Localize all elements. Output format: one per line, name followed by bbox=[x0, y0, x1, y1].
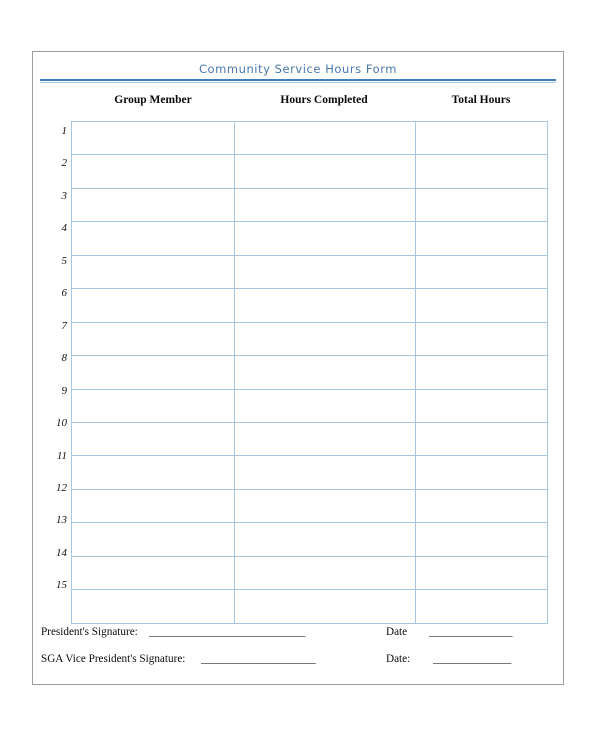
table-cell-group-member[interactable] bbox=[72, 356, 235, 389]
vice-president-signature-field[interactable]: ______________________ bbox=[201, 653, 316, 665]
table-row bbox=[72, 523, 548, 556]
table-cell-hours-completed[interactable] bbox=[235, 289, 416, 322]
table-row bbox=[72, 222, 548, 255]
table-cell-total-hours[interactable] bbox=[416, 188, 548, 221]
row-number: 5 bbox=[61, 254, 67, 267]
vice-president-date-label: Date: bbox=[386, 653, 411, 665]
table-cell-total-hours[interactable] bbox=[416, 155, 548, 188]
table-cell-total-hours[interactable] bbox=[416, 523, 548, 556]
table-cell-group-member[interactable] bbox=[72, 489, 235, 522]
table-row bbox=[72, 456, 548, 489]
table-cell-total-hours[interactable] bbox=[416, 322, 548, 355]
table-row bbox=[72, 322, 548, 355]
table-row bbox=[72, 489, 548, 522]
table-cell-group-member[interactable] bbox=[72, 222, 235, 255]
table-cell-group-member[interactable] bbox=[72, 389, 235, 422]
title-divider bbox=[40, 79, 556, 82]
table-cell-hours-completed[interactable] bbox=[235, 155, 416, 188]
row-number-gutter bbox=[34, 121, 67, 608]
president-signature-label: President's Signature: bbox=[41, 626, 138, 638]
signature-block bbox=[41, 626, 551, 680]
president-signature-row bbox=[41, 626, 551, 653]
table-row bbox=[72, 188, 548, 221]
table-cell-total-hours[interactable] bbox=[416, 489, 548, 522]
hours-table-body bbox=[72, 122, 548, 624]
table-cell-total-hours[interactable] bbox=[416, 456, 548, 489]
table-cell-hours-completed[interactable] bbox=[235, 356, 416, 389]
column-header-group-member: Group Member bbox=[114, 94, 192, 106]
table-cell-hours-completed[interactable] bbox=[235, 255, 416, 288]
table-cell-total-hours[interactable] bbox=[416, 590, 548, 623]
table-cell-hours-completed[interactable] bbox=[235, 489, 416, 522]
table-cell-group-member[interactable] bbox=[72, 188, 235, 221]
table-row bbox=[72, 356, 548, 389]
row-number: 10 bbox=[56, 417, 67, 430]
table-cell-total-hours[interactable] bbox=[416, 422, 548, 455]
table-row bbox=[72, 590, 548, 623]
president-signature-field[interactable]: ______________________________ bbox=[149, 626, 305, 638]
row-number: 7 bbox=[61, 319, 67, 332]
page-title-text: Community Service Hours Form bbox=[198, 62, 398, 76]
table-cell-hours-completed[interactable] bbox=[235, 389, 416, 422]
table-cell-hours-completed[interactable] bbox=[235, 456, 416, 489]
table-cell-total-hours[interactable] bbox=[416, 122, 548, 155]
table-row bbox=[72, 422, 548, 455]
row-number: 8 bbox=[61, 352, 67, 365]
table-cell-hours-completed[interactable] bbox=[235, 556, 416, 589]
table-cell-hours-completed[interactable] bbox=[235, 322, 416, 355]
table-row bbox=[72, 289, 548, 322]
table-cell-group-member[interactable] bbox=[72, 523, 235, 556]
table-row bbox=[72, 255, 548, 288]
table-cell-group-member[interactable] bbox=[72, 289, 235, 322]
table-cell-group-member[interactable] bbox=[72, 422, 235, 455]
table-cell-total-hours[interactable] bbox=[416, 255, 548, 288]
table-cell-group-member[interactable] bbox=[72, 590, 235, 623]
row-number: 9 bbox=[61, 384, 67, 397]
table-cell-hours-completed[interactable] bbox=[235, 590, 416, 623]
table-cell-group-member[interactable] bbox=[72, 155, 235, 188]
table-cell-total-hours[interactable] bbox=[416, 556, 548, 589]
table-cell-group-member[interactable] bbox=[72, 255, 235, 288]
table-cell-hours-completed[interactable] bbox=[235, 523, 416, 556]
table-row bbox=[72, 556, 548, 589]
row-number: 1 bbox=[61, 125, 67, 137]
row-number: 12 bbox=[56, 481, 67, 494]
vice-president-signature-row bbox=[41, 653, 551, 680]
table-cell-total-hours[interactable] bbox=[416, 389, 548, 422]
vice-president-date-field[interactable]: _______________ bbox=[433, 653, 511, 665]
row-number: 13 bbox=[56, 514, 67, 527]
table-row bbox=[72, 155, 548, 188]
row-number: 3 bbox=[61, 189, 67, 202]
column-header-total-hours: Total Hours bbox=[451, 94, 511, 106]
title-divider-thin bbox=[40, 82, 556, 83]
table-row bbox=[72, 122, 548, 155]
table-cell-total-hours[interactable] bbox=[416, 356, 548, 389]
table-row bbox=[72, 389, 548, 422]
president-date-field[interactable]: ________________ bbox=[429, 626, 513, 638]
hours-table bbox=[71, 121, 548, 624]
column-header-hours-completed: Hours Completed bbox=[280, 94, 368, 106]
table-cell-hours-completed[interactable] bbox=[235, 122, 416, 155]
row-number: 15 bbox=[56, 579, 67, 592]
table-cell-hours-completed[interactable] bbox=[235, 188, 416, 221]
row-number: 4 bbox=[61, 222, 67, 235]
table-cell-group-member[interactable] bbox=[72, 322, 235, 355]
table-cell-hours-completed[interactable] bbox=[235, 222, 416, 255]
table-cell-hours-completed[interactable] bbox=[235, 422, 416, 455]
table-cell-group-member[interactable] bbox=[72, 556, 235, 589]
president-date-label: Date bbox=[386, 626, 408, 638]
row-number: 6 bbox=[61, 287, 67, 300]
table-cell-total-hours[interactable] bbox=[416, 222, 548, 255]
row-number: 2 bbox=[61, 157, 67, 170]
page-title bbox=[0, 62, 600, 76]
table-cell-total-hours[interactable] bbox=[416, 289, 548, 322]
row-number: 11 bbox=[56, 449, 67, 462]
row-number: 14 bbox=[56, 546, 67, 559]
table-cell-group-member[interactable] bbox=[72, 122, 235, 155]
vice-president-signature-label: SGA Vice President's Signature: bbox=[41, 653, 186, 665]
table-cell-group-member[interactable] bbox=[72, 456, 235, 489]
